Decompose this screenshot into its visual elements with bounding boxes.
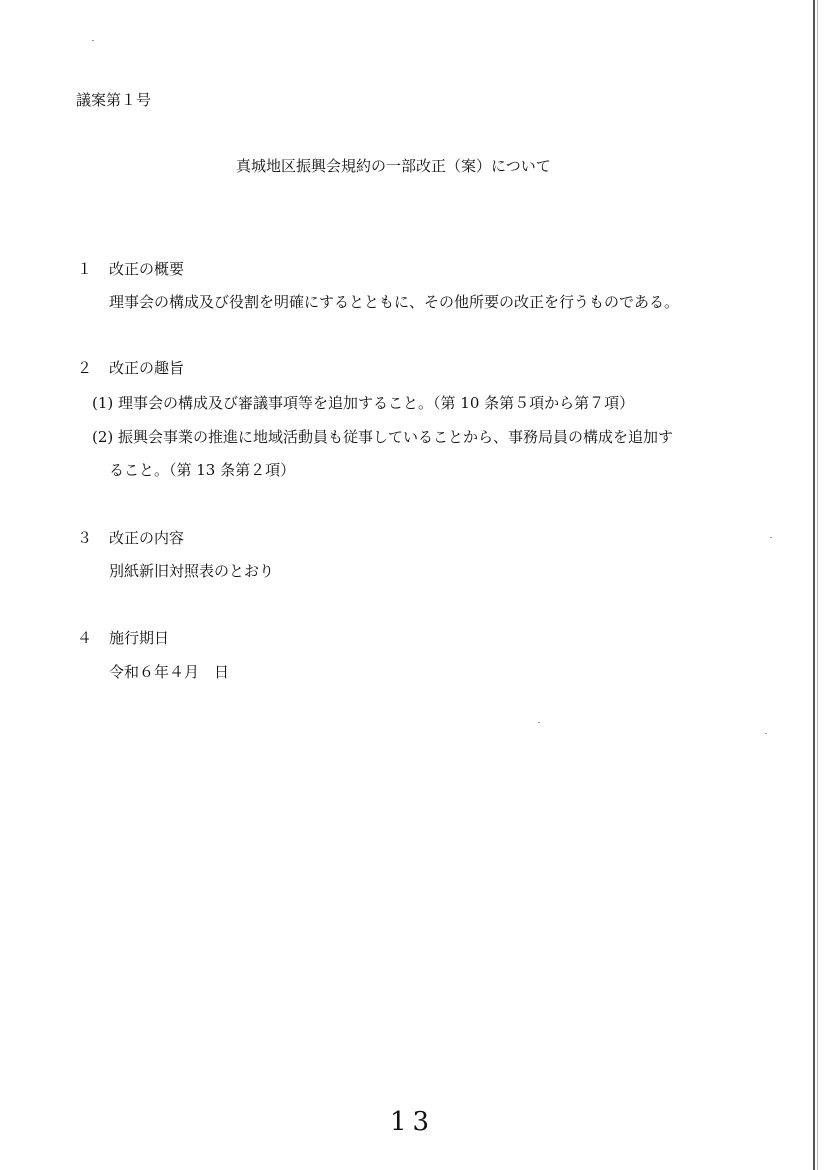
section-2-item-2-continued: ること。（第 13 条第２項） — [109, 461, 296, 479]
section-1-body: 理事会の構成及び役割を明確にするとともに、その他所要の改正を行うものである。 — [109, 293, 680, 311]
section-2-item-2: (2) 振興会事業の推進に地域活動員も従事していることから、事務局員の構成を追加す — [92, 428, 674, 446]
section-3-body: 別紙新旧対照表のとおり — [109, 562, 275, 580]
section-4-heading: 施行期日 — [109, 629, 170, 647]
page-number: 13 — [390, 1107, 436, 1137]
section-3-number: ３ — [77, 529, 93, 547]
section-1-number: １ — [77, 260, 93, 278]
section-4-body: 令和６年４月 日 — [109, 663, 230, 681]
section-1-heading: 改正の概要 — [109, 260, 185, 278]
section-3-heading: 改正の内容 — [109, 529, 185, 547]
section-4-number: ４ — [77, 629, 93, 647]
section-2-heading: 改正の趣旨 — [109, 359, 185, 377]
document-title: 真城地区振興会規約の一部改正（案）について — [236, 157, 551, 175]
section-2-number: ２ — [77, 359, 93, 377]
scan-border-shadow — [817, 0, 818, 1170]
scan-border-line — [813, 0, 815, 1170]
section-2-item-1: (1) 理事会の構成及び審議事項等を追加すること。（第 10 条第５項から第７項） — [92, 394, 635, 412]
bill-number: 議案第１号 — [76, 91, 152, 109]
